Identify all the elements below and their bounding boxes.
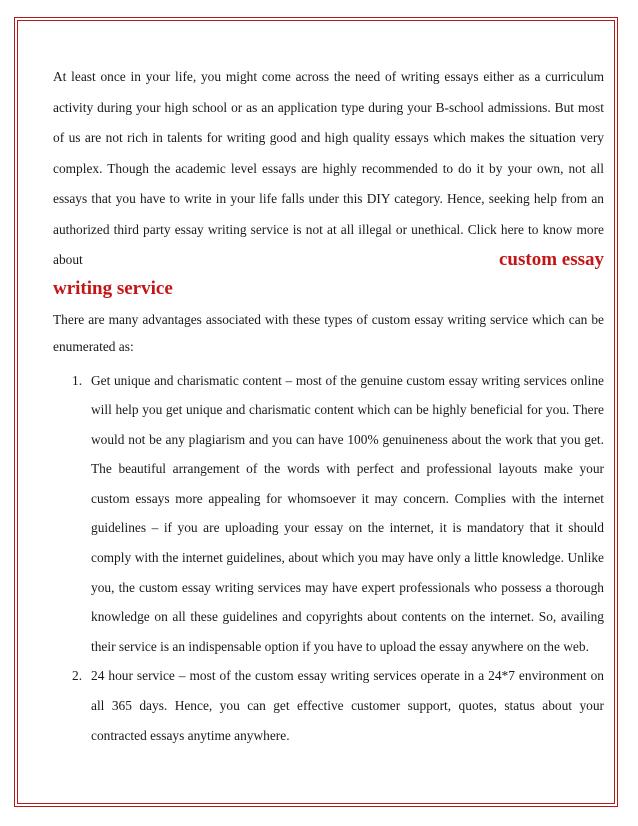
- list-item-number: 2.: [72, 668, 83, 684]
- writing-service-link[interactable]: writing service: [53, 277, 173, 299]
- document-body: [53, 62, 604, 750]
- list-item: [72, 661, 604, 750]
- list-item: [72, 366, 604, 662]
- list-item-text: Get unique and charismatic content – most of the genuine custom essay writing services online will help you get unique and charismatic content which can be highly beneficial for you. There would not be any plagiarism and you can have 100% genuineness about the work that you get. The beautiful arrangement of the words with perfect and professional layouts make your custom essays more appealing for whomsoever it may concern. Complies with the internet guidelines – if you are uploading your essay on the internet, it is mandatory that it should comply with the internet guidelines, about which you may have only a little knowledge. Unlike you, the custom essay writing services may have expert professionals who possess a thorough knowledge on all these guidelines and copyrights about contents on the internet. So, availing their service is an indispensable option if you have to upload the essay anywhere on the web.: [91, 372, 604, 654]
- list-item-number: 1.: [72, 372, 83, 388]
- advantages-list: [53, 366, 604, 751]
- list-item-text: 24 hour service – most of the custom essay writing services operate in a 24*7 environment on all 365 days. Hence, you can get effective customer support, quotes, status about your contracted essays anytime anywhere.: [91, 668, 604, 743]
- intro-text: At least once in your life, you might come across the need of writing essays either as a curriculum activity during your high school or as an application type during your B-school admissions. But most of us are not rich in talents for writing good and high quality essays which makes the situation very complex. Though the academic level essays are highly recommended to do it by your own, not all essays that you have to write in your life falls under this DIY category. Hence, seeking help from an authorized third party essay writing service is not at all illegal or unethical. Click here to know more about: [53, 69, 604, 267]
- intro-paragraph: [53, 62, 604, 302]
- custom-essay-link[interactable]: custom essay: [498, 249, 604, 270]
- advantages-intro: There are many advantages associated with these types of custom essay writing service which can be enumerated as:: [53, 311, 604, 354]
